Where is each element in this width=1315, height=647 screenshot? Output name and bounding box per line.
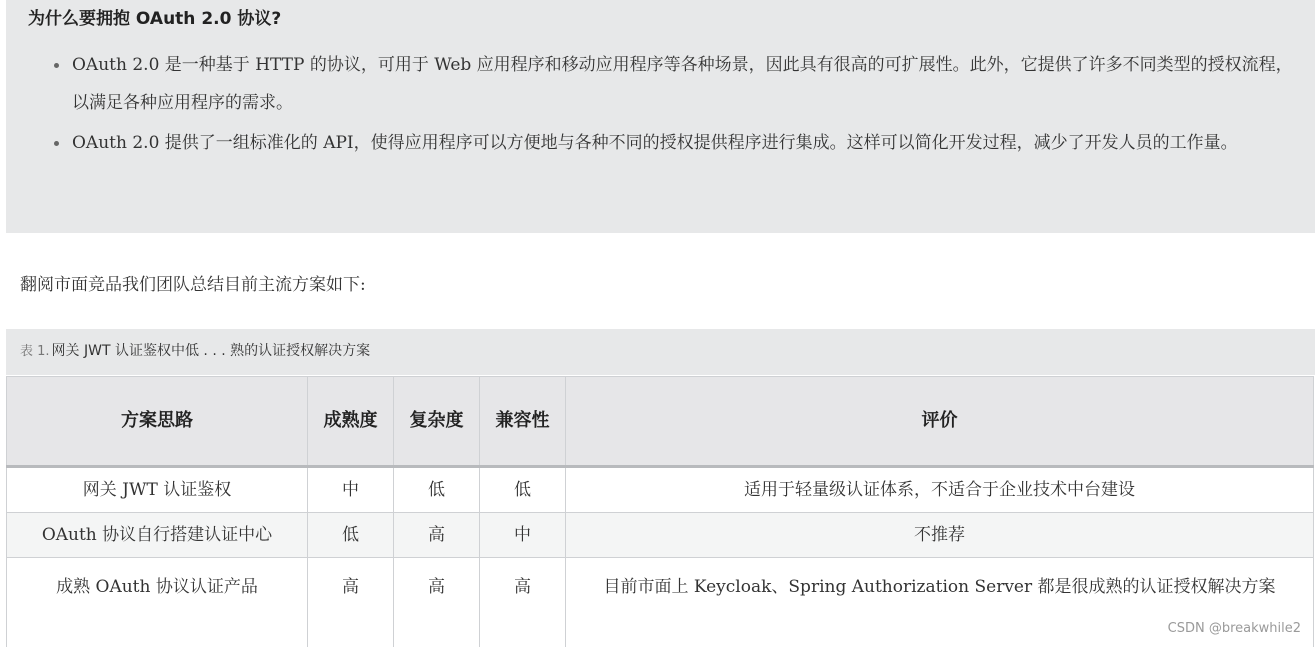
cell-complexity: 高 — [394, 558, 480, 647]
cell-maturity: 高 — [308, 558, 394, 647]
cell-evaluation: 不推荐 — [566, 513, 1314, 558]
callout-title: 为什么要拥抱 OAuth 2.0 协议? — [28, 9, 282, 29]
table-caption-text: 网关 JWT 认证鉴权中低 . . . 熟的认证授权解决方案 — [51, 343, 371, 359]
csdn-watermark: CSDN @breakwhile2 — [1167, 621, 1301, 636]
cell-approach: OAuth 协议自行搭建认证中心 — [7, 513, 308, 558]
table-row — [7, 467, 1314, 513]
header-complexity: 复杂度 — [394, 377, 480, 467]
solutions-table-wrapper — [6, 376, 1313, 647]
cell-complexity: 低 — [394, 467, 480, 513]
cell-compatibility: 中 — [480, 513, 566, 558]
cell-evaluation: 适用于轻量级认证体系，不适合于企业技术中台建设 — [566, 467, 1314, 513]
header-approach: 方案思路 — [7, 377, 308, 467]
header-evaluation: 评价 — [566, 377, 1314, 467]
callout-bullet-list — [54, 46, 1294, 164]
callout-bullet-text: OAuth 2.0 提供了一组标准化的 API，使得应用程序可以方便地与各种不同的授权提供程序进行集成。这样可以简化开发过程，减少了开发人员的工作量。 — [72, 133, 1238, 153]
table-caption-bar — [6, 329, 1315, 375]
cell-compatibility: 高 — [480, 558, 566, 647]
table-header-row — [7, 377, 1314, 467]
bullet-dot-icon — [54, 63, 59, 68]
cell-maturity: 中 — [308, 467, 394, 513]
bullet-dot-icon — [54, 141, 59, 146]
table-row — [7, 513, 1314, 558]
cell-maturity: 低 — [308, 513, 394, 558]
cell-compatibility: 低 — [480, 467, 566, 513]
solutions-table — [6, 376, 1314, 647]
table-row — [7, 558, 1314, 647]
callout-bullet-text: OAuth 2.0 是一种基于 HTTP 的协议，可用于 Web 应用程序和移动应用程序等各种场景，因此具有很高的可扩展性。此外，它提供了许多不同类型的授权流程，以满足各种应用程序的需求。 — [72, 55, 1293, 113]
callout-bullet-item — [54, 124, 1294, 162]
header-maturity: 成熟度 — [308, 377, 394, 467]
intro-paragraph: 翻阅市面竞品我们团队总结目前主流方案如下: — [20, 275, 366, 295]
cell-evaluation: 目前市面上 Keycloak、Spring Authorization Server 都是很成熟的认证授权解决方案 — [566, 558, 1314, 647]
cell-approach: 网关 JWT 认证鉴权 — [7, 467, 308, 513]
cell-approach: 成熟 OAuth 协议认证产品 — [7, 558, 308, 647]
callout-box — [6, 0, 1315, 233]
header-compatibility: 兼容性 — [480, 377, 566, 467]
cell-complexity: 高 — [394, 513, 480, 558]
table-caption-label: 表 1. — [20, 344, 50, 359]
table-caption — [20, 340, 370, 363]
callout-bullet-item — [54, 46, 1294, 122]
